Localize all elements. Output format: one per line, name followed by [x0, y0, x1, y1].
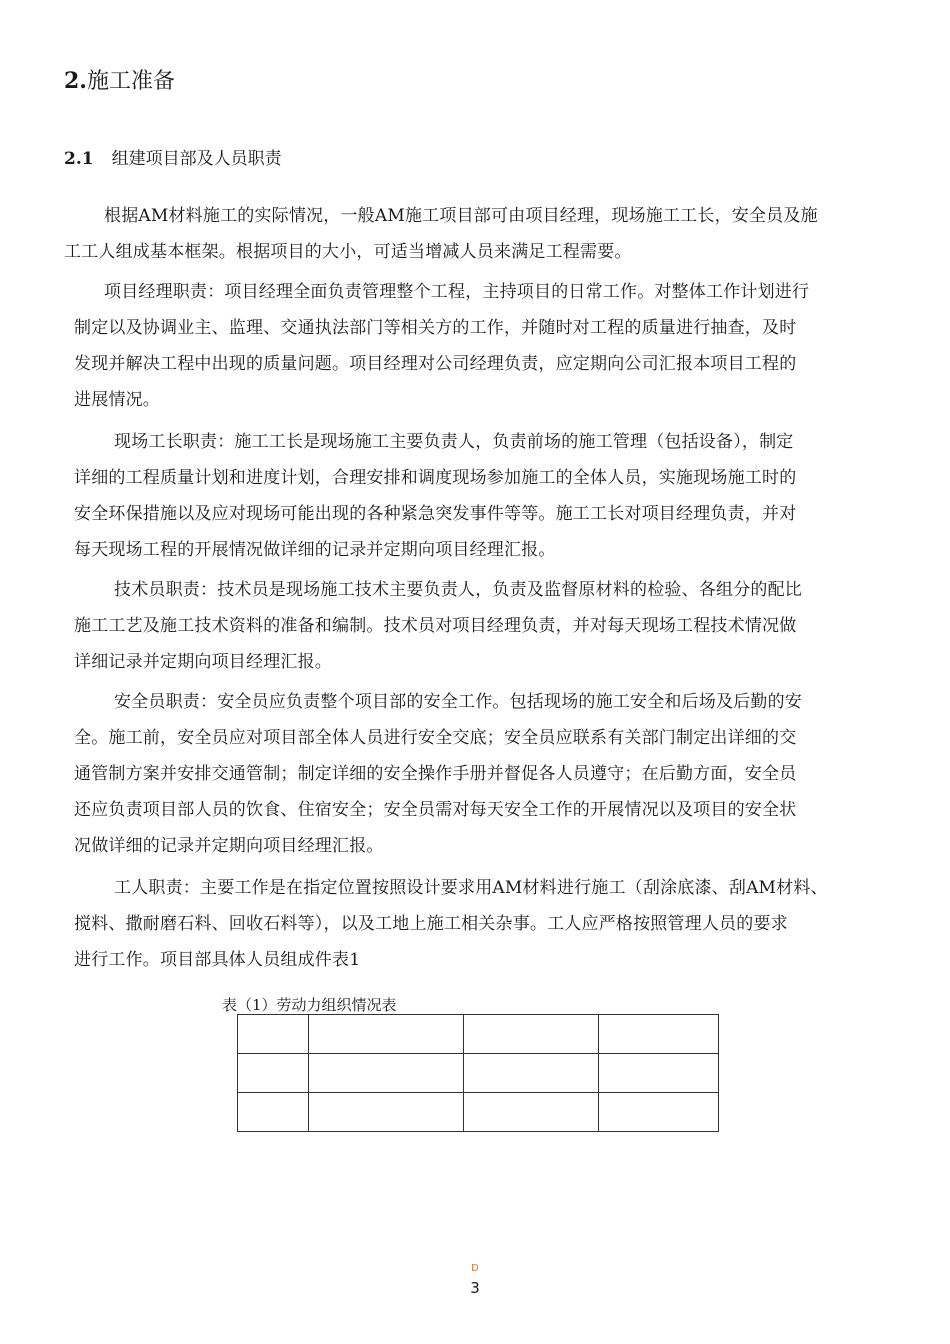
table-cell — [463, 1015, 598, 1054]
subsection-number: 2.1 — [64, 149, 94, 169]
paragraph-safety-officer — [74, 684, 802, 864]
paragraph-line: 进展情况。 — [74, 390, 160, 410]
paragraph-line: 详细记录并定期向项目经理汇报。 — [74, 652, 332, 672]
paragraph-line: 全。施工前，安全员应对项目部全体人员进行安全交底；安全员应联系有关部门制定出详细的交 — [74, 728, 797, 748]
page-number: 3 — [470, 1279, 480, 1297]
paragraph-line: 制定以及协调业主、监理、交通执法部门等相关方的工作，并随时对工程的质量进行抽查，及时 — [74, 318, 797, 338]
section-number: 2. — [64, 68, 87, 94]
paragraph-line: 施工工艺及施工技术资料的准备和编制。技术员对项目经理负责，并对每天现场工程技术情况做 — [74, 616, 797, 636]
table-cell — [598, 1093, 718, 1132]
table-caption: 表（1）劳动力组织情况表 — [222, 996, 397, 1014]
paragraph-line: 每天现场工程的开展情况做详细的记录并定期向项目经理汇报。 — [74, 540, 556, 560]
table-cell — [598, 1015, 718, 1054]
table-cell — [238, 1015, 309, 1054]
paragraph-line: 况做详细的记录并定期向项目经理汇报。 — [74, 836, 384, 856]
paragraph-technician — [74, 572, 802, 680]
section-heading — [64, 66, 175, 97]
subsection-heading — [64, 146, 282, 172]
paragraph-line: 项目经理职责：项目经理全面负责管理整个工程，主持项目的日常工作。对整体工作计划进行 — [104, 282, 810, 302]
table-cell — [463, 1093, 598, 1132]
paragraph-line: 通管制方案并安排交通管制；制定详细的安全操作手册并督促各人员遵守；在后勤方面，安全员 — [74, 764, 797, 784]
table-row — [238, 1093, 719, 1132]
paragraph-line: 工工人组成基本框架。根据项目的大小，可适当增减人员来满足工程需要。 — [64, 242, 632, 262]
table-cell — [308, 1054, 463, 1093]
table-row — [238, 1015, 719, 1054]
footer-mark: D — [471, 1263, 479, 1274]
labor-organization-table — [237, 1014, 719, 1132]
paragraph-line: 进行工作。项目部具体人员组成件表1 — [74, 950, 361, 970]
paragraph-line: 现场工长职责：施工工长是现场施工主要负责人，负责前场的施工管理（包括设备），制定 — [114, 432, 794, 452]
paragraph-line: 还应负责项目部人员的饮食、住宿安全；安全员需对每天安全工作的开展情况以及项目的安全状 — [74, 800, 797, 820]
table-cell — [238, 1054, 309, 1093]
paragraph-line: 搅料、撒耐磨石料、回收石料等），以及工地上施工相关杂事。工人应严格按照管理人员的要求 — [74, 914, 788, 934]
paragraph-line: 详细的工程质量计划和进度计划，合理安排和调度现场参加施工的全体人员，实施现场施工时的 — [74, 468, 797, 488]
paragraph-workers — [74, 870, 828, 978]
paragraph-line: 技术员职责：技术员是现场施工技术主要负责人，负责及监督原材料的检验、各组分的配比 — [114, 580, 802, 600]
table-cell — [598, 1054, 718, 1093]
table-cell — [238, 1093, 309, 1132]
paragraph-intro — [64, 198, 818, 270]
section-title: 施工准备 — [86, 69, 175, 94]
table-cell — [308, 1093, 463, 1132]
paragraph-line: 工人职责：主要工作是在指定位置按照设计要求用AM材料进行施工（刮涂底漆、刮AM材料、 — [114, 878, 828, 898]
paragraph-project-manager — [74, 274, 809, 418]
paragraph-site-foreman — [74, 424, 796, 568]
subsection-title: 组建项目部及人员职责 — [111, 149, 282, 169]
table-cell — [463, 1054, 598, 1093]
table-cell — [308, 1015, 463, 1054]
paragraph-line: 安全环保措施以及应对现场可能出现的各种紧急突发事件等等。施工工长对项目经理负责，并对 — [74, 504, 797, 524]
table-row — [238, 1054, 719, 1093]
paragraph-line: 发现并解决工程中出现的质量问题。项目经理对公司经理负责，应定期向公司汇报本项目工程的 — [74, 354, 797, 374]
paragraph-line: 安全员职责：安全员应负责整个项目部的安全工作。包括现场的施工安全和后场及后勤的安 — [114, 692, 802, 712]
paragraph-line: 根据AM材料施工的实际情况，一般AM施工项目部可由项目经理，现场施工工长，安全员及施 — [104, 206, 818, 226]
